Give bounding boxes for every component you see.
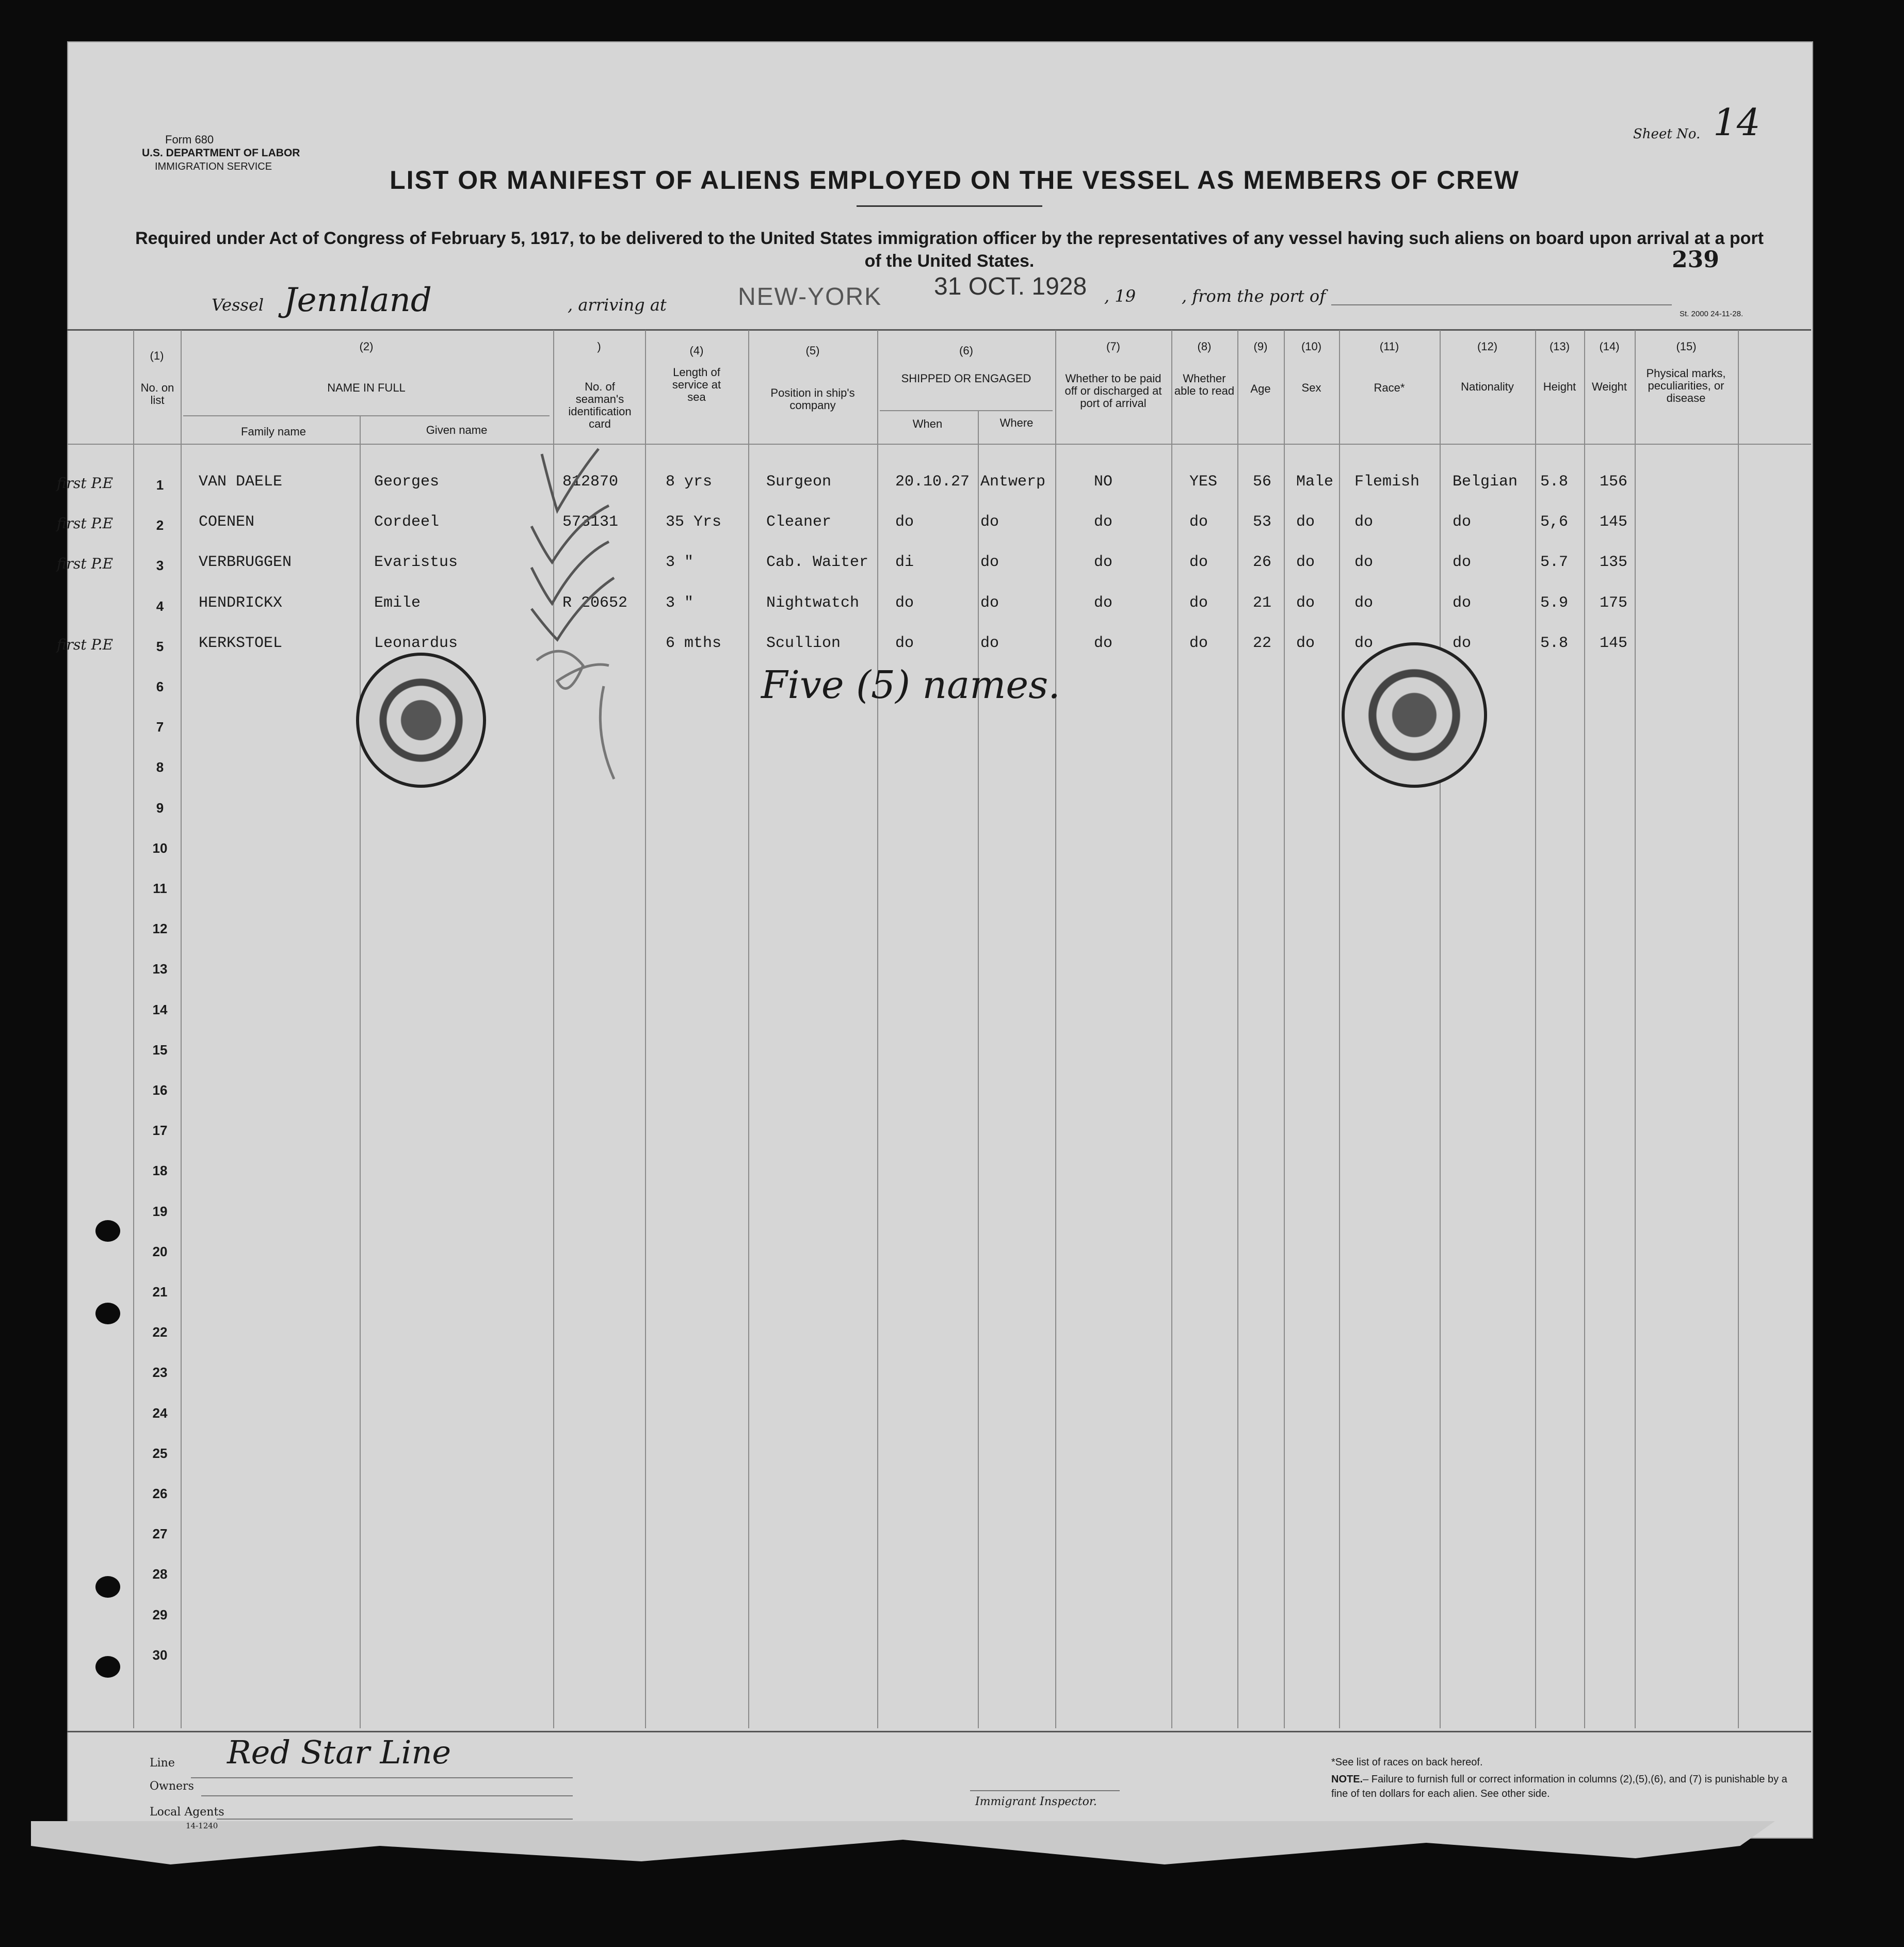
cell-height: 5.9 — [1540, 594, 1569, 612]
col9-number: (9) — [1253, 340, 1268, 353]
row-number: 25 — [152, 1445, 168, 1461]
table-header-rule — [67, 444, 1811, 445]
row-number: 11 — [153, 881, 167, 896]
cell-height: 5,6 — [1540, 513, 1569, 531]
arriving-label: , arriving at — [568, 295, 667, 315]
col-divider — [748, 330, 749, 1728]
row-number: 27 — [152, 1526, 168, 1542]
row-number: 7 — [156, 719, 164, 735]
document-title: LIST OR MANIFEST OF ALIENS EMPLOYED ON THE VESSEL AS MEMBERS OF CREW — [390, 166, 1520, 194]
cell-nationality: do — [1453, 554, 1472, 572]
row-number: 17 — [152, 1123, 168, 1139]
row-number: 23 — [152, 1365, 168, 1381]
row-number: 1 — [156, 477, 164, 493]
row-number: 19 — [152, 1203, 168, 1219]
cell-when: 20.10.27 — [895, 473, 970, 491]
row-number: 5 — [156, 638, 164, 654]
cell-given: Leonardus — [374, 634, 458, 652]
cell-race: do — [1354, 634, 1374, 652]
cell-read: do — [1189, 594, 1208, 612]
cell-weight: 135 — [1600, 554, 1628, 572]
col3-header: No. of seaman's identification card — [568, 380, 632, 430]
col-divider — [1635, 330, 1636, 1728]
col12-number: (12) — [1477, 340, 1498, 353]
cell-where: do — [980, 554, 999, 572]
row-number: 18 — [152, 1163, 168, 1179]
cell-weight: 145 — [1600, 634, 1628, 652]
col6-number: (6) — [959, 344, 973, 357]
row-number: 21 — [152, 1284, 168, 1300]
row-number: 16 — [152, 1082, 168, 1098]
col-divider — [181, 330, 182, 1728]
punch-hole — [95, 1656, 120, 1678]
col15-number: (15) — [1676, 340, 1697, 353]
cell-when: do — [895, 513, 914, 531]
cell-family: VAN DAELE — [199, 473, 283, 491]
col1-number: (1) — [150, 349, 164, 362]
line-underline — [191, 1777, 573, 1778]
row-number: 29 — [152, 1607, 168, 1622]
stationery-code: St. 2000 24-11-28. — [1680, 310, 1744, 318]
cell-service: 3 " — [666, 594, 694, 612]
torn-paper-edge — [31, 1821, 1775, 1883]
where-header: Where — [999, 416, 1034, 429]
document-subtitle: Required under Act of Congress of February 5, 1917, to be delivered to the United States immigration officer by the representatives of any vessel having such aliens on board upon arrival at a port of the United States. — [135, 229, 1764, 271]
col7-number: (7) — [1106, 340, 1120, 353]
cell-paid: do — [1094, 594, 1113, 612]
cell-race: Flemish — [1354, 473, 1420, 491]
row-number: 30 — [152, 1647, 168, 1663]
vessel-name: Jennland — [284, 281, 432, 319]
punch-hole — [95, 1220, 120, 1242]
given-name-header: Given name — [426, 424, 488, 436]
cell-when: do — [895, 634, 914, 652]
col-divider — [877, 330, 878, 1728]
department-name: U.S. DEPARTMENT OF LABOR — [142, 147, 300, 159]
col-divider — [1584, 330, 1585, 1728]
from-port-label: , from the port of — [1182, 286, 1326, 306]
cell-service: 8 yrs — [666, 473, 713, 491]
col2-header: NAME IN FULL — [327, 381, 406, 394]
handwritten-check-marks — [521, 444, 650, 794]
penalty-note — [1331, 1772, 1796, 1801]
cell-read: do — [1189, 513, 1208, 531]
row-number: 14 — [152, 1001, 168, 1017]
arrival-date-stamp: 31 OCT. 1928 — [934, 273, 1087, 300]
row-number: 22 — [152, 1324, 168, 1340]
cell-family: KERKSTOEL — [199, 634, 283, 652]
cell-given: Cordeel — [374, 513, 440, 531]
row-number: 13 — [152, 961, 168, 977]
col-divider — [1284, 330, 1285, 1728]
col12-header: Nationality — [1461, 380, 1514, 393]
cell-sex: do — [1296, 554, 1315, 572]
cell-height: 5.8 — [1540, 473, 1569, 491]
from-port-line — [1331, 304, 1672, 305]
table-bottom-rule — [67, 1731, 1811, 1732]
row-number: 26 — [152, 1486, 168, 1501]
col10-header: Sex — [1301, 381, 1321, 394]
cell-age: 22 — [1253, 634, 1272, 652]
punch-hole — [95, 1303, 120, 1324]
row-number: 20 — [152, 1243, 168, 1259]
col3-number: ) — [597, 340, 601, 353]
cell-service: 35 Yrs — [666, 513, 722, 531]
col-divider — [133, 330, 134, 1728]
table-top-rule — [67, 329, 1811, 331]
cell-position: Scullion — [766, 634, 841, 652]
cell-race: do — [1354, 554, 1374, 572]
manifest-number: 239 — [1672, 247, 1719, 273]
cell-when: do — [895, 594, 914, 612]
col2-number: (2) — [359, 340, 374, 353]
note-label: NOTE. — [1331, 1774, 1363, 1785]
cell-paid: NO — [1094, 473, 1113, 491]
cell-card: 812870 — [562, 473, 619, 491]
cell-weight: 175 — [1600, 594, 1628, 612]
name-header-rule — [183, 415, 550, 416]
cell-paid: do — [1094, 554, 1113, 572]
col-divider — [1055, 330, 1056, 1728]
cell-where: do — [980, 513, 999, 531]
cell-position: Cab. Waiter — [766, 554, 869, 572]
races-note: *See list of races on back hereof. — [1331, 1757, 1483, 1768]
col14-number: (14) — [1599, 340, 1620, 353]
col1-header: No. on list — [140, 381, 174, 407]
margin-annotation: first P.E — [57, 636, 114, 653]
col4-header: Length of service at sea — [672, 366, 721, 403]
title-underline — [857, 205, 1042, 207]
col-divider — [1237, 330, 1238, 1728]
cell-read: YES — [1189, 473, 1218, 491]
cell-sex: do — [1296, 513, 1315, 531]
margin-annotation: first P.E — [57, 555, 114, 573]
sheet-label: Sheet No. — [1633, 126, 1701, 142]
when-header: When — [912, 417, 943, 430]
cell-card: R 20652 — [562, 594, 628, 612]
row-number: 10 — [152, 840, 168, 856]
cell-sex: do — [1296, 594, 1315, 612]
owners-label: Owners — [150, 1780, 194, 1793]
col-divider — [978, 410, 979, 1728]
col13-header: Height — [1543, 380, 1576, 393]
sheet-number: 14 — [1713, 101, 1761, 144]
cell-given: Evaristus — [374, 554, 458, 572]
row-number: 12 — [152, 921, 168, 937]
col14-header: Weight — [1591, 380, 1627, 393]
col4-number: (4) — [689, 344, 704, 357]
col-divider — [1535, 330, 1536, 1728]
form-number: Form 680 — [165, 133, 214, 146]
col-divider — [1738, 330, 1739, 1728]
row-number: 28 — [152, 1566, 168, 1582]
col9-header: Age — [1250, 382, 1271, 395]
local-agents-label: Local Agents — [150, 1806, 224, 1819]
cell-position: Cleaner — [766, 513, 832, 531]
consulate-seal-right — [1342, 642, 1487, 788]
col-divider — [1339, 330, 1340, 1728]
cell-given: Georges — [374, 473, 440, 491]
margin-annotation: first P.E — [57, 515, 114, 532]
cell-family: HENDRICKX — [199, 594, 283, 612]
col-divider — [1171, 330, 1172, 1728]
cell-nationality: do — [1453, 594, 1472, 612]
row-number: 3 — [156, 558, 164, 574]
col6-header: SHIPPED OR ENGAGED — [901, 372, 1031, 385]
cell-race: do — [1354, 594, 1374, 612]
line-label: Line — [150, 1757, 175, 1770]
vessel-label: Vessel — [212, 295, 264, 315]
cell-sex: Male — [1296, 473, 1334, 491]
col15-header: Physical marks, peculiarities, or disease — [1646, 367, 1726, 404]
cell-weight: 156 — [1600, 473, 1628, 491]
col11-number: (11) — [1379, 340, 1399, 353]
cell-when: di — [895, 554, 914, 572]
cell-race: do — [1354, 513, 1374, 531]
inspector-label: Immigrant Inspector. — [975, 1795, 1097, 1808]
punch-hole — [95, 1576, 120, 1598]
row-number: 15 — [152, 1042, 168, 1058]
cell-age: 56 — [1253, 473, 1272, 491]
cell-height: 5.7 — [1540, 554, 1569, 572]
cell-paid: do — [1094, 513, 1113, 531]
arrival-port-stamp: NEW-YORK — [738, 283, 882, 311]
cell-nationality: do — [1453, 634, 1472, 652]
cell-age: 26 — [1253, 554, 1272, 572]
line-name: Red Star Line — [227, 1733, 451, 1771]
agents-underline — [217, 1819, 573, 1820]
cell-service: 6 mths — [666, 634, 722, 652]
cell-read: do — [1189, 634, 1208, 652]
col5-header: Position in ship's company — [770, 386, 855, 412]
col8-number: (8) — [1197, 340, 1212, 353]
footer-form-code: 14-1240 — [186, 1821, 218, 1830]
row-number: 9 — [156, 800, 164, 816]
row-number: 6 — [156, 679, 164, 694]
col11-header: Race* — [1374, 381, 1405, 394]
cell-where: Antwerp — [980, 473, 1046, 491]
cell-family: COENEN — [199, 513, 255, 531]
cell-service: 3 " — [666, 554, 694, 572]
cell-card: 573131 — [562, 513, 619, 531]
cell-given: Emile — [374, 594, 421, 612]
cell-where: do — [980, 594, 999, 612]
cell-nationality: do — [1453, 513, 1472, 531]
cell-age: 53 — [1253, 513, 1272, 531]
owners-underline — [201, 1795, 573, 1796]
row-number: 4 — [156, 598, 164, 614]
service-name: IMMIGRATION SERVICE — [155, 161, 272, 172]
row-number: 8 — [156, 759, 164, 775]
shipped-header-rule — [880, 410, 1053, 411]
cell-nationality: Belgian — [1453, 473, 1518, 491]
family-name-header: Family name — [241, 425, 306, 438]
col5-number: (5) — [805, 344, 820, 357]
inspector-signature-line — [970, 1790, 1120, 1791]
cell-position: Nightwatch — [766, 594, 860, 612]
cell-sex: do — [1296, 634, 1315, 652]
row-number: 2 — [156, 517, 164, 533]
cell-age: 21 — [1253, 594, 1272, 612]
col-divider — [1440, 330, 1441, 1728]
cell-paid: do — [1094, 634, 1113, 652]
col10-number: (10) — [1301, 340, 1322, 353]
col7-header: Whether to be paid off or discharged at port of arrival — [1064, 372, 1162, 410]
col13-number: (13) — [1549, 340, 1570, 353]
cell-position: Surgeon — [766, 473, 832, 491]
cell-family: VERBRUGGEN — [199, 554, 292, 572]
names-count-annotation: Five (5) names. — [761, 663, 1060, 707]
row-number: 24 — [152, 1405, 168, 1421]
margin-annotation: first P.E — [57, 475, 114, 492]
col8-header: Whether able to read — [1174, 372, 1235, 397]
consulate-seal-left — [356, 653, 486, 788]
cell-read: do — [1189, 554, 1208, 572]
cell-weight: 145 — [1600, 513, 1628, 531]
cell-height: 5.8 — [1540, 634, 1569, 652]
year-label: , 19 — [1104, 286, 1136, 306]
cell-where: do — [980, 634, 999, 652]
col-divider — [360, 415, 361, 1728]
note-text: – Failure to furnish full or correct information in columns (2),(5),(6), and (7) is punishable by a fine of ten dollars for each alien. See other side. — [1331, 1774, 1787, 1799]
